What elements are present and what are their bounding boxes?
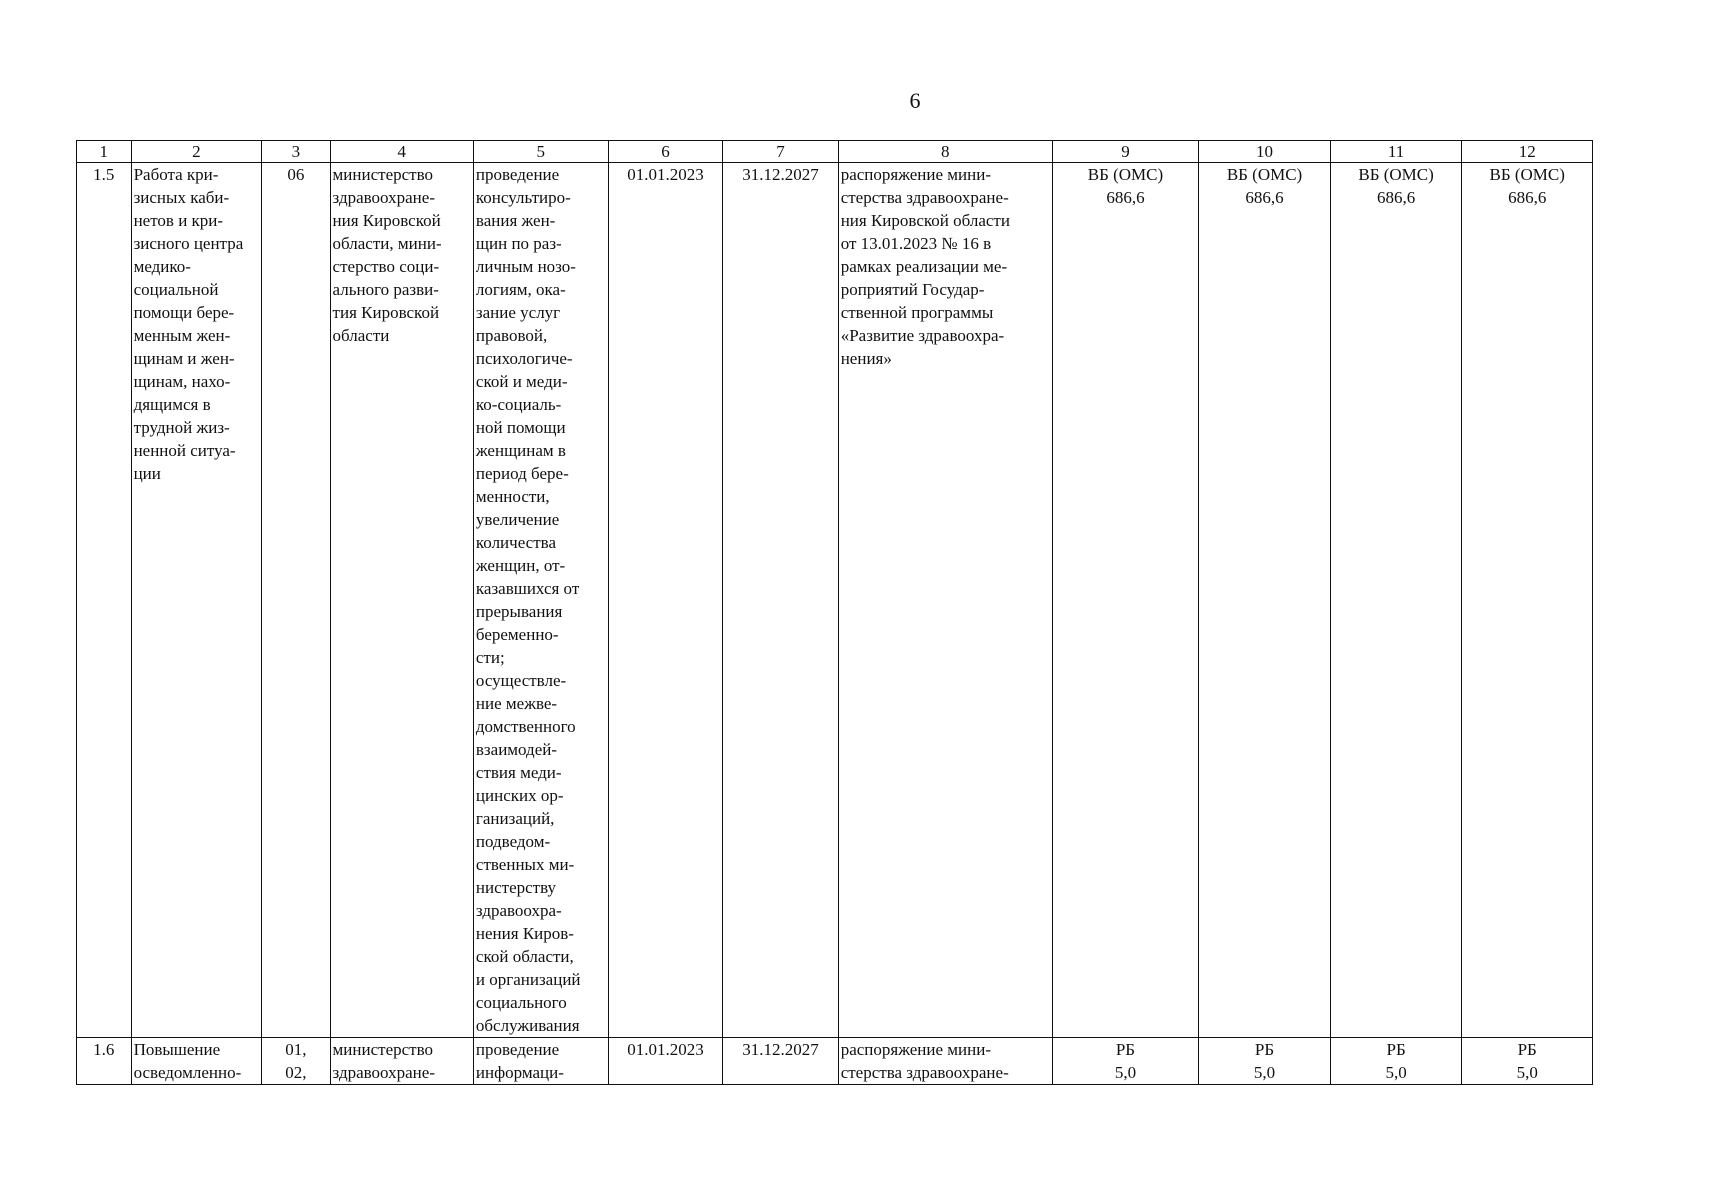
- funding-source: РБ: [1517, 1040, 1537, 1059]
- text-line: взаимодей-: [475, 740, 558, 759]
- row-number: 1.6: [77, 1038, 132, 1085]
- funding-amount: 686,6: [1245, 188, 1284, 207]
- funding-cell: [1330, 163, 1462, 1038]
- text-line: ственной программы: [840, 303, 994, 322]
- text-line: 02,: [285, 1063, 307, 1082]
- funding-cell: [1330, 1038, 1462, 1085]
- text-line: менным жен-: [133, 326, 231, 345]
- text-line: области: [332, 326, 390, 345]
- activity-name: [131, 163, 262, 1038]
- text-line: личным нозо-: [475, 257, 576, 276]
- text-line: от 13.01.2023 № 16 в: [840, 234, 992, 253]
- text-line: щинам, нахо-: [133, 372, 231, 391]
- funding-amount: 686,6: [1106, 188, 1145, 207]
- text-line: вания жен-: [475, 211, 556, 230]
- text-line: ствия меди-: [475, 763, 562, 782]
- text-line: увеличение: [475, 510, 560, 529]
- text-line: подведом-: [475, 832, 551, 851]
- text-line: здравоохра-: [475, 901, 562, 920]
- text-line: ции: [133, 464, 161, 483]
- text-line: количества: [475, 533, 557, 552]
- funding-amount: 5,0: [1516, 1063, 1538, 1082]
- text-line: щинам и жен-: [133, 349, 235, 368]
- text-line: зисного центра: [133, 234, 244, 253]
- table-row: [77, 1038, 1593, 1085]
- funding-cell: [1199, 163, 1331, 1038]
- funding-amount: 686,6: [1508, 188, 1547, 207]
- funding-cell: [1462, 163, 1593, 1038]
- text-line: медико-: [133, 257, 191, 276]
- text-line: рамках реализации ме-: [840, 257, 1008, 276]
- text-line: «Развитие здравоохра-: [840, 326, 1005, 345]
- text-line: тия Кировской: [332, 303, 440, 322]
- text-line: консультиро-: [475, 188, 571, 207]
- text-line: ской и меди-: [475, 372, 568, 391]
- text-line: период бере-: [475, 464, 569, 483]
- row-number: 1.5: [77, 163, 132, 1038]
- funding-cell: [1199, 1038, 1331, 1085]
- end-date: 31.12.2027: [723, 1038, 839, 1085]
- text-line: нистерству: [475, 878, 557, 897]
- text-line: прерывания: [475, 602, 563, 621]
- text-line: женщин, от-: [475, 556, 566, 575]
- legal-document: [838, 163, 1052, 1038]
- text-line: Повышение: [133, 1040, 221, 1059]
- text-line: ственных ми-: [475, 855, 575, 874]
- column-number: 5: [473, 141, 608, 163]
- column-number: 12: [1462, 141, 1593, 163]
- funding-source: ВБ (ОМС): [1226, 165, 1303, 184]
- text-line: проведение: [475, 165, 560, 184]
- column-number: 7: [723, 141, 839, 163]
- funding-source: ВБ (ОМС): [1489, 165, 1565, 184]
- row-code: 06: [262, 163, 330, 1038]
- text-line: щин по раз-: [475, 234, 562, 253]
- activity-description: [473, 1038, 608, 1085]
- text-line: социального: [475, 993, 567, 1012]
- text-line: роприятий Государ-: [840, 280, 985, 299]
- text-line: домственного: [475, 717, 576, 736]
- text-line: ганизаций,: [475, 809, 555, 828]
- text-line: зание услуг: [475, 303, 561, 322]
- executor: [330, 163, 473, 1038]
- column-number: 3: [262, 141, 330, 163]
- activity-description: [473, 163, 608, 1038]
- end-date: 31.12.2027: [723, 163, 839, 1038]
- text-line: стерства здравоохране-: [840, 1063, 1009, 1082]
- text-line: сти;: [475, 648, 505, 667]
- activity-name: [131, 1038, 262, 1085]
- column-number: 6: [608, 141, 722, 163]
- text-line: области, мини-: [332, 234, 442, 253]
- text-line: цинских ор-: [475, 786, 564, 805]
- text-line: здравоохране-: [332, 1063, 435, 1082]
- text-line: беременно-: [475, 625, 559, 644]
- funding-source: РБ: [1115, 1040, 1136, 1059]
- text-line: психологиче-: [475, 349, 573, 368]
- text-line: Работа кри-: [133, 165, 219, 184]
- text-line: правовой,: [475, 326, 548, 345]
- text-line: казавшихся от: [475, 579, 580, 598]
- text-line: логиям, ока-: [475, 280, 566, 299]
- funding-cell: [1462, 1038, 1593, 1085]
- text-line: нения»: [840, 349, 892, 368]
- column-number: 1: [77, 141, 132, 163]
- funding-source: РБ: [1386, 1040, 1406, 1059]
- text-line: ния Кировской: [332, 211, 441, 230]
- column-number: 9: [1052, 141, 1199, 163]
- funding-amount: 5,0: [1385, 1063, 1407, 1082]
- column-number: 11: [1330, 141, 1462, 163]
- text-line: трудной жиз-: [133, 418, 230, 437]
- text-line: 01,: [285, 1040, 307, 1059]
- text-line: ской области,: [475, 947, 574, 966]
- funding-source: РБ: [1254, 1040, 1275, 1059]
- funding-cell: [1052, 1038, 1199, 1085]
- start-date: 01.01.2023: [608, 1038, 722, 1085]
- column-number: 2: [131, 141, 262, 163]
- text-line: ко-социаль-: [475, 395, 562, 414]
- text-line: информаци-: [475, 1063, 564, 1082]
- text-line: обслуживания: [475, 1016, 580, 1035]
- text-line: министерство: [332, 1040, 434, 1059]
- plan-table: [76, 140, 1593, 1085]
- text-line: осведомленно-: [133, 1063, 242, 1082]
- text-line: стерство соци-: [332, 257, 440, 276]
- text-line: и организаций: [475, 970, 581, 989]
- text-line: менности,: [475, 487, 550, 506]
- text-line: здравоохране-: [332, 188, 435, 207]
- text-line: ненной ситуа-: [133, 441, 236, 460]
- funding-source: ВБ (ОМС): [1087, 165, 1164, 184]
- text-line: социальной: [133, 280, 219, 299]
- executor: [330, 1038, 473, 1085]
- text-line: проведение: [475, 1040, 560, 1059]
- text-line: ния Кировской области: [840, 211, 1010, 230]
- text-line: ной помощи: [475, 418, 566, 437]
- table-row: [77, 163, 1593, 1038]
- funding-cell: [1052, 163, 1199, 1038]
- text-line: нения Киров-: [475, 924, 574, 943]
- funding-amount: 5,0: [1253, 1063, 1276, 1082]
- text-line: осуществле-: [475, 671, 567, 690]
- text-line: дящимся в: [133, 395, 211, 414]
- row-code: [262, 1038, 330, 1085]
- text-line: нетов и кри-: [133, 211, 224, 230]
- page-number: 6: [909, 88, 921, 113]
- funding-amount: 686,6: [1376, 188, 1416, 207]
- text-line: стерства здравоохране-: [840, 188, 1009, 207]
- legal-document: [838, 1038, 1052, 1085]
- text-line: министерство: [332, 165, 434, 184]
- start-date: 01.01.2023: [608, 163, 722, 1038]
- column-number-row: [77, 141, 1593, 163]
- text-line: распоряжение мини-: [840, 1040, 991, 1059]
- column-number: 8: [838, 141, 1052, 163]
- text-line: ние межве-: [475, 694, 558, 713]
- funding-source: ВБ (ОМС): [1358, 165, 1434, 184]
- text-line: распоряжение мини-: [840, 165, 991, 184]
- text-line: женщинам в: [475, 441, 566, 460]
- text-line: зисных каби-: [133, 188, 230, 207]
- funding-amount: 5,0: [1114, 1063, 1137, 1082]
- column-number: 4: [330, 141, 473, 163]
- text-line: помощи бере-: [133, 303, 235, 322]
- text-line: ального разви-: [332, 280, 439, 299]
- column-number: 10: [1199, 141, 1331, 163]
